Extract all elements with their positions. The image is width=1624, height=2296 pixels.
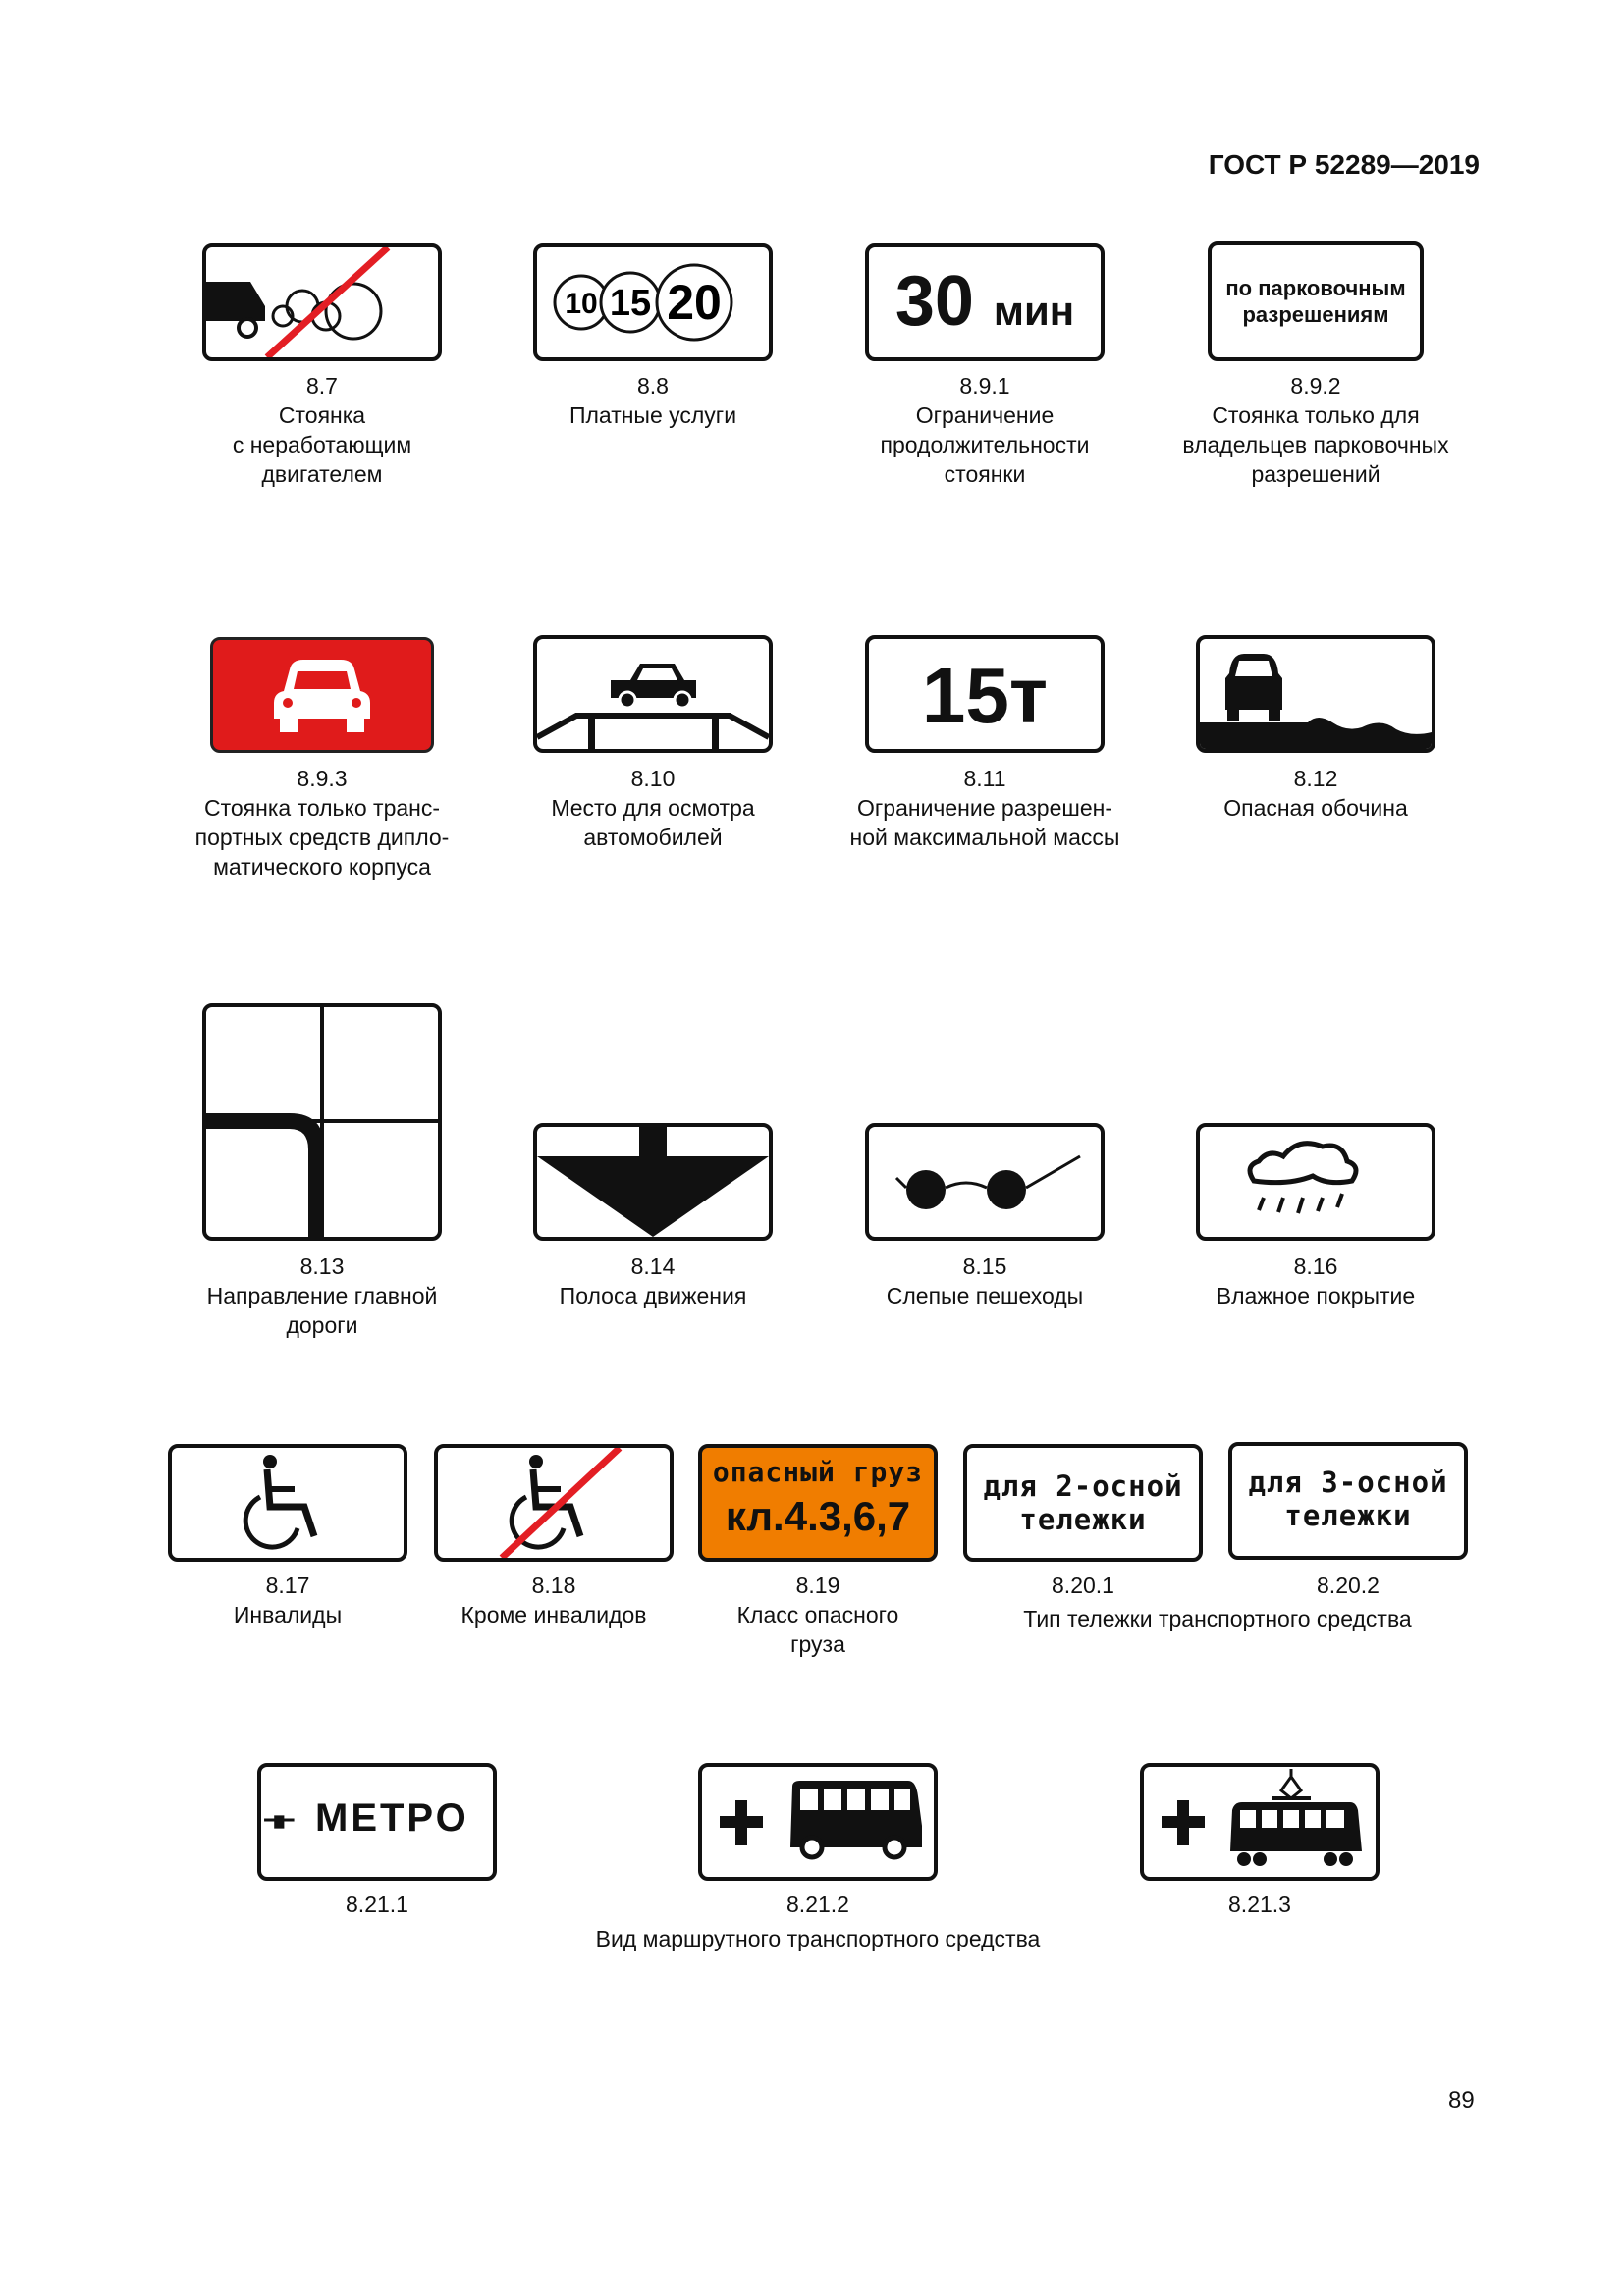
caption-8-9-2: 8.9.2 Стоянка только для владельцев парковочных разрешений bbox=[1182, 373, 1449, 487]
lane-arrow-icon bbox=[537, 1127, 769, 1237]
caption-8-10: 8.10 Место для осмотра автомобилей bbox=[551, 766, 755, 850]
sign-8-19: опасный груз кл.4.3,6,7 bbox=[698, 1444, 938, 1562]
sign-8-15 bbox=[865, 1123, 1105, 1241]
caption-8-20-2: 8.20.2 bbox=[1317, 1573, 1380, 1598]
dangerous-shoulder-icon bbox=[1200, 639, 1432, 749]
sign-8-11: 15т bbox=[865, 635, 1105, 753]
caption-8-9-1: 8.9.1 Ограничение продолжительности стоянки bbox=[880, 373, 1090, 487]
inspection-ramp-icon bbox=[537, 639, 769, 749]
caption-8-19: 8.19 Класс опасного груза bbox=[736, 1573, 899, 1657]
sign-8-21-2 bbox=[698, 1763, 938, 1881]
caption-8-18: 8.18 Кроме инвалидов bbox=[460, 1573, 647, 1628]
wheelchair-icon bbox=[172, 1448, 404, 1558]
sign-8-16 bbox=[1196, 1123, 1435, 1241]
sign-8-12 bbox=[1196, 635, 1435, 753]
wheelchair-crossed-icon bbox=[438, 1448, 670, 1558]
sign-8-10 bbox=[533, 635, 773, 753]
caption-8-12: 8.12 Опасная обочина bbox=[1223, 766, 1408, 821]
car-icon bbox=[213, 640, 431, 750]
sign-8-18 bbox=[434, 1444, 674, 1562]
sign-8-17 bbox=[168, 1444, 407, 1562]
caption-8-16: 8.16 Влажное покрытие bbox=[1216, 1254, 1416, 1308]
sign-8-9-1: 30 мин bbox=[865, 243, 1105, 361]
sign-8-14 bbox=[533, 1123, 773, 1241]
sign-8-9-2: по парковочным разрешениям bbox=[1208, 241, 1424, 361]
sign-8-20-1: для 2-осной тележки bbox=[963, 1444, 1203, 1562]
sign-8-21-1: МЕТРО bbox=[257, 1763, 497, 1881]
caption-8-21-3: 8.21.3 bbox=[1228, 1892, 1291, 1917]
svg-text:20: 20 bbox=[667, 275, 722, 330]
rain-cloud-icon bbox=[1200, 1127, 1432, 1237]
sign-8-20-2: для 3-осной тележки bbox=[1228, 1442, 1468, 1560]
caption-8-9-3: 8.9.3 Стоянка только транс- портных средств дипло- матического корпуса bbox=[194, 766, 450, 880]
main-road-direction-icon bbox=[206, 1007, 438, 1237]
page-number: 89 bbox=[1448, 2087, 1475, 2113]
caption-8-14: 8.14 Полоса движения bbox=[559, 1254, 747, 1308]
blind-glasses-icon bbox=[869, 1127, 1101, 1237]
caption-8-17: 8.17 Инвалиды bbox=[233, 1573, 343, 1628]
caption-8-7: 8.7 Стоянка с неработающим двигателем bbox=[232, 373, 412, 487]
tariff-circles bbox=[537, 247, 769, 357]
sign-8-7 bbox=[202, 243, 442, 361]
sign-8-13 bbox=[202, 1003, 442, 1241]
caption-8-11: 8.11 Ограничение разрешен- ной максимальной массы bbox=[849, 766, 1120, 850]
plus-bus-icon bbox=[702, 1767, 934, 1877]
caption-8-15: 8.15 Слепые пешеходы bbox=[886, 1254, 1084, 1308]
caption-8-20-1: 8.20.1 bbox=[1052, 1573, 1114, 1598]
sign-8-8 bbox=[533, 243, 773, 361]
caption-trolley-group: Тип тележки транспортного средства bbox=[1023, 1606, 1412, 1631]
sign-8-21-3 bbox=[1140, 1763, 1380, 1881]
caption-8-21-1: 8.21.1 bbox=[346, 1892, 408, 1917]
caption-8-8: 8.8 Платные услуги bbox=[568, 373, 737, 428]
document-standard-header: ГОСТ Р 52289—2019 bbox=[1208, 149, 1480, 180]
plus-tram-icon bbox=[1144, 1767, 1376, 1877]
caption-8-13: 8.13 Направление главной дороги bbox=[206, 1254, 438, 1338]
svg-text:10: 10 bbox=[565, 288, 598, 320]
plus-icon bbox=[261, 1767, 320, 1877]
car-exhaust-icon bbox=[206, 247, 438, 357]
svg-text:15: 15 bbox=[609, 283, 652, 324]
sign-8-9-3 bbox=[210, 637, 434, 753]
caption-8-21-2: 8.21.2 bbox=[786, 1892, 849, 1917]
caption-route-group: Вид маршрутного транспортного средства bbox=[595, 1926, 1041, 1951]
